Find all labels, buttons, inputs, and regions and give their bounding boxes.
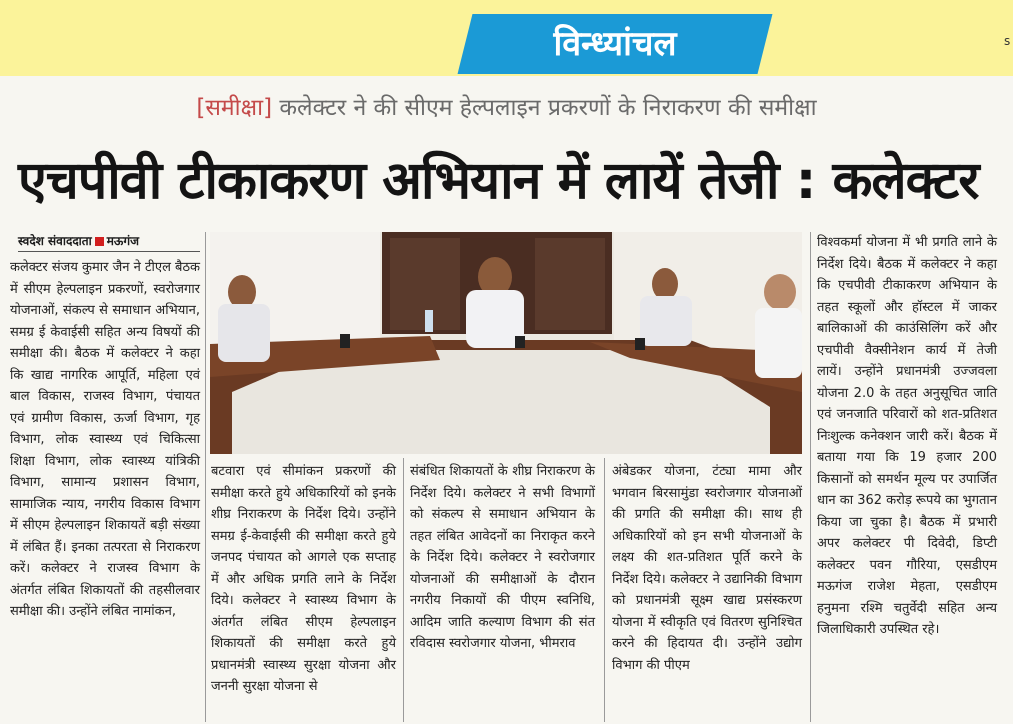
column-divider <box>205 232 206 722</box>
section-title: विन्ध्यांचल <box>553 24 677 64</box>
kicker-text: कलेक्टर ने की सीएम हेल्पलाइन प्रकरणों के निराकरण की समीक्षा <box>279 95 817 121</box>
headline: एचपीवी टीकाकरण अभियान में लायें तेजी : कलेक्टर <box>18 151 979 211</box>
meeting-photo <box>210 232 802 454</box>
kicker-tag: [समीक्षा] <box>196 95 273 121</box>
cropped-edge-text: s <box>1004 34 1011 48</box>
article-column-1: कलेक्टर संजय कुमार जैन ने टीएल बैठक में सीएम हेल्पलाइन प्रकरणों, स्वरोजगार योजनाओं, संकल्प से समाधान अभियान, समग्र ई केवाईसी सहित अन्य विषयों की समीक्षा की। बैठक में कलेक्टर ने कहा कि खाद्य नागरिक आपूर्ति, महिला एवं बाल विकास, राजस्व विभाग, पंचायत एवं ग्रामीण विकास, ऊर्जा विभाग, गृह विभाग, लोक स्वास्थ्य एवं चिकित्सा शिक्षा विभाग, लोक स्वास्थ्य यांत्रिकी विभाग, सामान्य प्रशासन विभाग, सामाजिक न्याय, नगरीय विकास विभाग में सीएम हेल्पलाइन शिकायतें बड़ी संख्या में लंबित हैं। इनका तत्परता से निराकरण करें। कलेक्टर ने राजस्व विभाग के अंतर्गत लंबित शिकायतों की तहसीलवार समीक्षा की। उन्होंने लंबित नामांकन, <box>10 260 200 619</box>
byline-rule <box>18 251 200 252</box>
column-divider <box>604 458 605 722</box>
byline-square-icon <box>95 237 104 246</box>
article-column-5: विश्वकर्मा योजना में भी प्रगति लाने के निर्देश दिये। बैठक में कलेक्टर ने कहा कि एचपीवी टीकाकरण अभियान के तहत स्कूलों और हॉस्टल में जाकर बालिकाओं की काउंसिलिंग करें और एचपीवी वैक्सीनेशन कार्य में तेजी लायें। उन्होंने प्रधानमंत्री उज्जवला योजना 2.0 के तहत अनुसूचित जाति एवं जनजाति परिवारों को शत-प्रतिशत निःशुल्क कनेक्शन जारी करें। बैठक में बताया गया कि 19 हजार 200 किसानों को समर्थन मूल्य पर उपार्जित धान का 362 करोड़ रूपये का भुगतान किया जा चुका है। बैठक में प्रभारी अपर कलेक्टर पी दिवेदी, डिप्टी कलेक्टर पवन गौरिया, एसडीएम मऊगंज राजेश मेहता, एसडीएम हनुमना रश्मि चतुर्वेदी सहित अन्य जिलाधिकारी उपस्थित रहे। <box>817 235 997 637</box>
byline-place: मऊगंज <box>106 234 140 248</box>
column-divider <box>810 232 811 722</box>
article-column-3: संबंधित शिकायतों के शीघ्र निराकरण के निर्देश दिये। कलेक्टर ने सभी विभागों को संकल्प से समाधान अभियान के तहत लंबित आवेदनों का निराकृत करने के निर्देश दिये। कलेक्टर ने स्वरोजगार योजनाओं की समीक्षाओं के दौरान नगरीय निकायों की पीएम स्वनिधि, आदिम जाति कल्याण विभाग की संत रविदास स्वरोजगार योजना, भीमराव <box>410 464 595 651</box>
kicker <box>0 90 1013 122</box>
byline <box>18 232 200 249</box>
article-column-2: बटवारा एवं सीमांकन प्रकरणों की समीक्षा करते हुये अधिकारियों को इनके शीघ्र निराकरण के निर्देश दिये। उन्होंने समग्र ई-केवाईसी की समीक्षा करते हुये जनपद पंचायत को आगले एक सप्ताह में और अधिक प्रगति लाने के निर्देश दिये। कलेक्टर ने स्वास्थ्य विभाग के अंतर्गत लंबित सीएम हेल्पलाइन शिकायतों की समीक्षा करते हुये प्रधानमंत्री स्वास्थ्य सुरक्षा योजना और जननी सुरक्षा योजना से <box>211 464 396 694</box>
article-column-4: अंबेडकर योजना, टंट्या मामा और भगवान बिरसामुंडा स्वरोजगार योजनाओं की प्रगति की समीक्षा की। साथ ही अधिकारियों को इन सभी योजनाओं के लक्ष्य की शत-प्रतिशत पूर्ति करने के निर्देश दिये। कलेक्टर ने उद्यानिकी विभाग को प्रधानमंत्री सूक्ष्म खाद्य प्रसंस्करण योजना में स्वीकृति एवं वितरण सुनिश्चित करने की हिदायत दी। उन्होंने उद्योग विभाग की पीएम <box>612 464 802 673</box>
byline-reporter: स्वदेश संवाददाता <box>18 234 92 248</box>
column-divider <box>403 458 404 722</box>
